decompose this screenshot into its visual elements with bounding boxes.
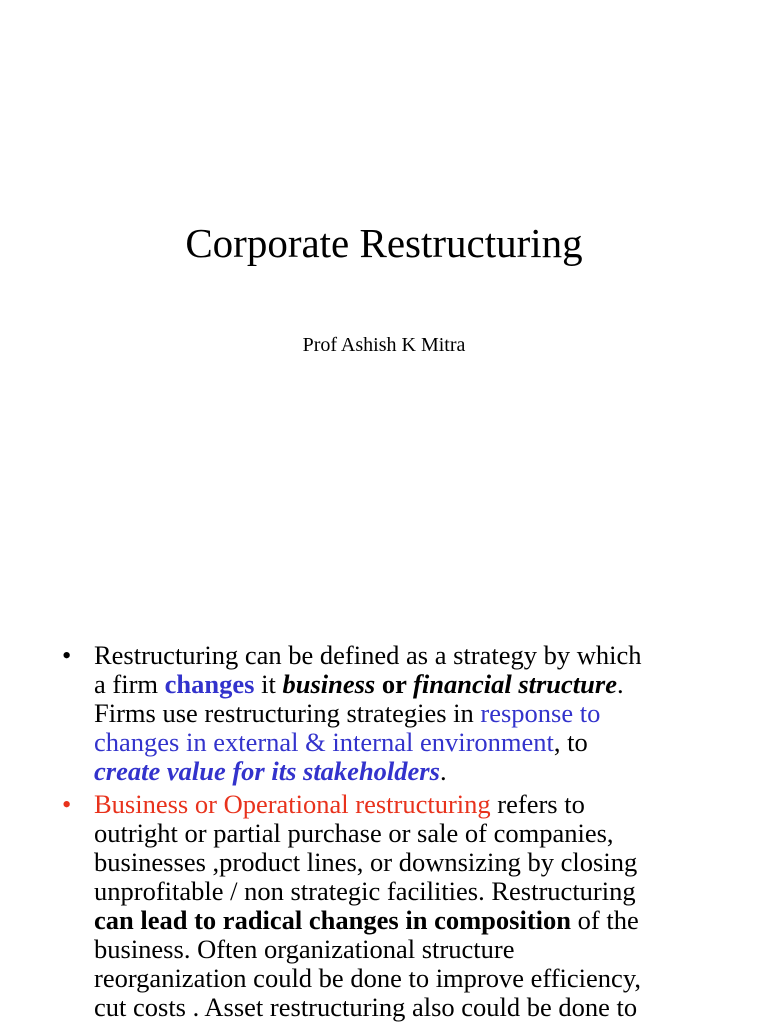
- text-line: [94, 790, 754, 819]
- highlight-create-value: create value for its stakeholders: [94, 756, 440, 786]
- text-line: [94, 728, 754, 757]
- text-run: Firms use restructuring strategies in: [94, 698, 481, 728]
- text-run: businesses ,product lines, or downsizing by closing: [94, 847, 638, 877]
- text-line: [94, 641, 754, 670]
- highlight-changes: changes: [164, 669, 255, 699]
- highlight-operational-restructuring: Business or Operational restructuring: [94, 789, 491, 819]
- text-run: Restructuring can be defined as a strategy by which: [94, 640, 642, 670]
- text-run: a firm: [94, 669, 165, 699]
- text-run: .: [617, 669, 624, 699]
- text-line: [94, 848, 754, 877]
- bullet-marker: •: [62, 640, 72, 670]
- text-run: business. Often organizational structure: [94, 934, 515, 964]
- text-line: [94, 670, 754, 699]
- text-line: [94, 993, 754, 1022]
- text-run: of the: [571, 905, 639, 935]
- bullet-restructuring-definition: [62, 640, 754, 786]
- emphasis-business: business: [282, 669, 376, 699]
- text-run: outright or partial purchase or sale of companies,: [94, 818, 614, 848]
- bullet-list: [62, 640, 754, 1026]
- highlight-response: response to: [480, 698, 601, 728]
- text-line: [94, 935, 754, 964]
- text-line: [94, 877, 754, 906]
- text-line: [94, 757, 754, 786]
- emphasis-financial-structure: financial structure: [413, 669, 617, 699]
- author-name: Prof Ashish K Mitra: [302, 334, 466, 356]
- text-line: [94, 964, 754, 993]
- bullet-marker: •: [62, 789, 72, 819]
- text-run: unprofitable / non strategic facilities. Restructuring: [94, 876, 636, 906]
- text-run: reorganization could be done to improve efficiency,: [94, 963, 641, 993]
- bullet-business-restructuring: [62, 789, 754, 1022]
- text-run: refers to: [490, 789, 585, 819]
- text-line: [94, 699, 754, 728]
- emphasis-or: or: [375, 669, 414, 699]
- text-run: , to: [553, 727, 588, 757]
- text-run: cut costs . Asset restructuring also could be done to: [94, 992, 638, 1022]
- slide-title: Corporate Restructuring: [185, 220, 583, 266]
- text-line: [94, 906, 754, 935]
- emphasis-radical-changes: can lead to radical changes in composition: [94, 905, 572, 935]
- highlight-environment: changes in external & internal environment: [94, 727, 554, 757]
- text-line: [94, 819, 754, 848]
- text-run: .: [439, 756, 447, 786]
- text-run: it: [254, 669, 283, 699]
